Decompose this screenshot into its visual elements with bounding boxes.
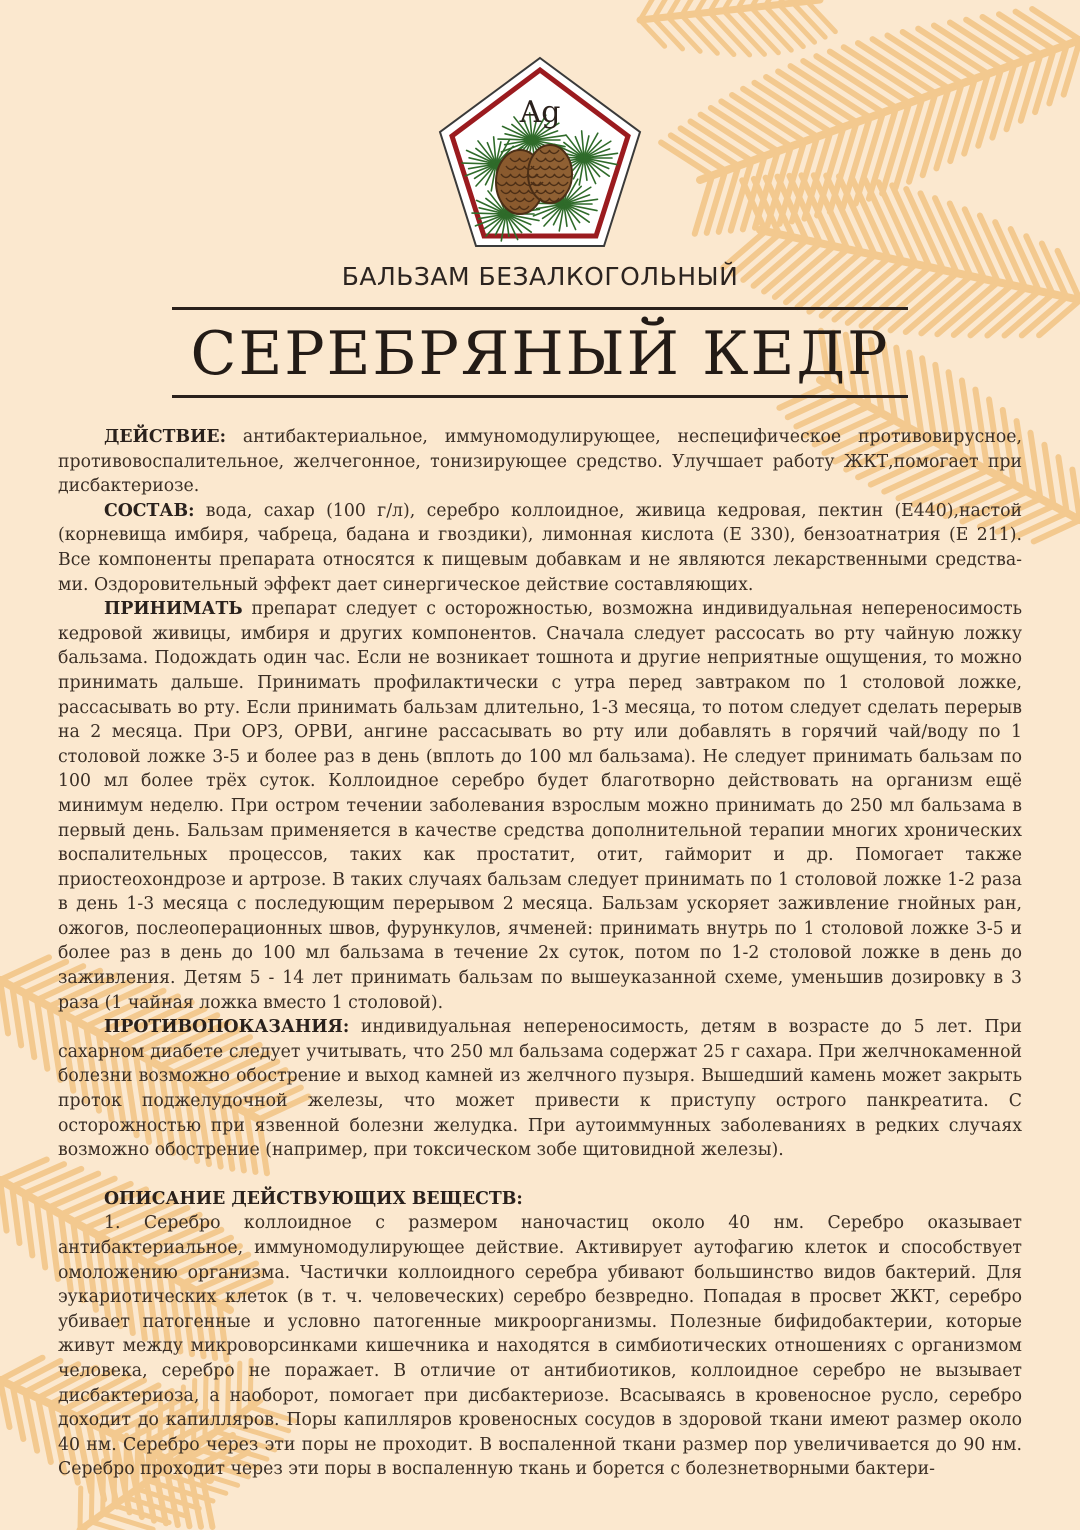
section-composition — [58, 499, 1022, 597]
section-action-label: ДЕЙСТВИЕ: — [104, 427, 226, 447]
leaflet-body — [58, 425, 1022, 1482]
title-rule-bottom — [172, 395, 908, 398]
section-description-heading — [58, 1187, 1022, 1212]
section-composition-text: вода, сахар (100 г/л), серебро коллоидное, живица кедровая, пектин (Е440),настой (корневища имбиря, чабреца, бадана и гвоздики), лимонная кислота (Е 330), бензоатнатрия (Е 211). Все компоненты препарата относятся к пищевым добавкам и не являются лекарственными средства-ми. Оздоровительный эффект дает синергическое действие составляющих. — [58, 500, 1022, 595]
product-title: СЕРЕБРЯНЫЙ КЕДР — [190, 319, 890, 389]
section-gap — [58, 1163, 1022, 1187]
section-action — [58, 425, 1022, 499]
section-contraindications-label: ПРОТИВОПОКАЗАНИЯ: — [104, 1017, 350, 1038]
section-contraindications-text: индивидуальная непереносимость, детям в возрасте до 5 лет. При сахарном диабете следует учитывать, что 250 мл бальзама содержат 25 г сахара. При желчнокаменной болезни возможно обострение и выход камней из желчного пузыря. Вышедший камень может закрыть проток поджелудочной железы, что может привести к приступу острого панкреатита. С осторожностью при язвенной болезни желудка. При аутоиммунных заболеваниях в редких случаях возможно обострение (например, при токсическом зобе щитовидной железы). — [58, 1017, 1022, 1161]
section-action-text: антибактериальное, иммуномодулирующее, неспецифическое противовирусное, противовоспалительное, желчегонное, тонизирующее средство. Улучшает работу ЖКТ,помогает при дисбактериозе. — [58, 427, 1022, 497]
section-intake-label: ПРИНИМАТЬ — [104, 599, 243, 620]
product-subtitle: БАЛЬЗАМ БЕЗАЛКОГОЛЬНЫЙ — [341, 262, 739, 291]
section-contraindications — [58, 1015, 1022, 1163]
brand-logo — [436, 54, 644, 250]
logo-mark: Ag — [519, 95, 561, 130]
title-rule-top — [172, 307, 908, 310]
section-composition-label: СОСТАВ: — [104, 500, 195, 521]
section-intake — [58, 597, 1022, 1015]
section-intake-text: препарат следует с осторожностью, возможна индивидуальная непереносимость кедровой живицы, имбиря и других компонентов. Сначала следует рассосать во рту чайную ложку бальзама. Подождать один час. Если не возникает тошнота и другие неприятные ощущения, то можно принимать дальше. Принимать профилактически с утра перед завтраком по 1 столовой ложке, рассасывать во рту. Если принимать бальзам длительно, 1-3 месяца, то потом следует сделать перерыв на 2 месяца. При ОРЗ, ОРВИ, ангине рассасывать во рту или добавлять в горячий чай/воду по 1 столовой ложке 3-5 и более раз в день (вплоть до 100 мл бальзама). Не следует принимать бальзам по 100 мл более трёх суток. Коллоидное серебро будет благотворно действовать на организм ещё минимум неделю. При остром течении заболевания взрослым можно принимать до 250 мл бальзама в первый день. Бальзам применяется в качестве средства дополнительной терапии многих хронических воспалительных процессов, таких как простатит, отит, гайморит и др. Помогает также приостеохондрозе и артрозе. В таких случаях бальзам следует принимать по 1 столовой ложке 1-2 раза в день 1-3 месяца с последующим перерывом 2 месяца. Бальзам ускоряет заживление гнойных ран, ожогов, послеоперационных швов, фурункулов, ячменей: принимать внутрь по 1 столовой ложке 3-5 и более раз в день до 100 мл бальзама в течение 2х суток, потом по 1-2 столовой ложке в день до заживления. Детям 5 - 14 лет принимать бальзам по вышеуказанной схеме, уменьшив дозировку в 3 раза (1 чайная ложка вместо 1 столовой). — [58, 599, 1022, 1013]
description-heading: ОПИСАНИЕ ДЕЙСТВУЮЩИХ ВЕЩЕСТВ: — [104, 1188, 523, 1209]
section-description-item-1: 1. Серебро коллоидное с размером наночастиц около 40 нм. Серебро оказывает антибактериальное, иммуномодулирующее действие. Активирует аутофагию клеток и способствует омоложению организма. Частички коллоидного серебра убивают большинство видов бактерий. Для эукариотических клеток (в т. ч. человеческих) серебро безвредно. Попадая в просвет ЖКТ, серебро убивает патогенные и условно патогенные микроорганизмы. Полезные бифидобактерии, которые живут между микроворсинками кишечника и находятся в симбиотических отношениях с организмом человека, серебро не поражает. В отличие от антибиотиков, коллоидное серебро не вызывает дисбактериоза, а наоборот, помогает при дисбактериозе. Всасываясь в кровеносное русло, серебро доходит до капилляров. Поры капилляров кровеносных сосудов в здоровой ткани имеют размер около 40 нм. Серебро через эти поры не проходит. В воспаленной ткани размер пор увеличивается до 90 нм. Серебро проходит через эти поры в воспаленную ткань и борется с болезнетворными бактери- — [58, 1213, 1022, 1480]
